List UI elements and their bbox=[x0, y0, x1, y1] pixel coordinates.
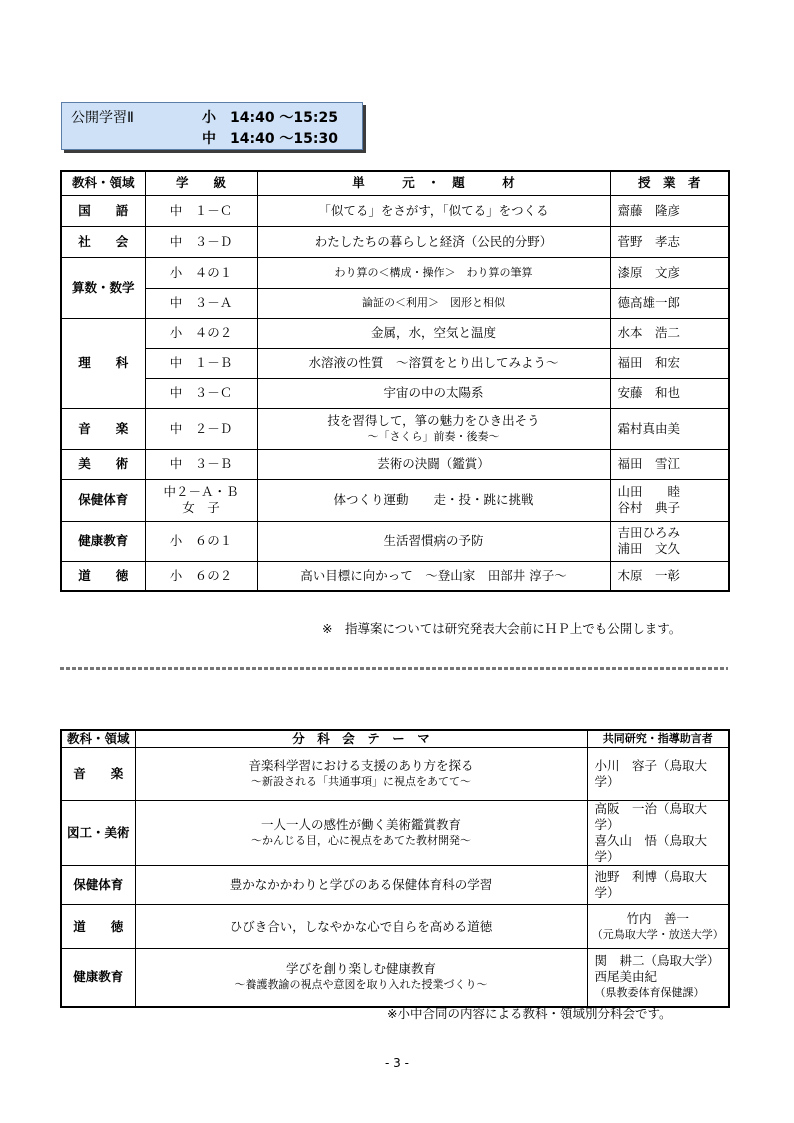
teacher-cell: 菅野 孝志 bbox=[610, 226, 729, 257]
teacher-cell: 齋藤 隆彦 bbox=[610, 195, 729, 226]
header-advisor: 共同研究・指導助言者 bbox=[587, 730, 729, 748]
theme-text: 音楽科学習における支援のあり方を探る bbox=[248, 758, 474, 773]
theme-cell: 豊かなかかわりと学びのある保健体育科の学習 bbox=[135, 866, 587, 905]
unit-cell: 水溶液の性質 ～溶質をとり出してみよう～ bbox=[257, 348, 610, 378]
class-cell: 中 ３－Ｄ bbox=[145, 226, 257, 257]
theme-cell bbox=[135, 801, 587, 866]
table-header-row bbox=[61, 730, 729, 748]
subject-cell: 理 科 bbox=[61, 318, 145, 408]
class-cell: 中 ３－Ａ bbox=[145, 288, 257, 318]
table-row bbox=[61, 866, 729, 905]
table-row bbox=[61, 408, 729, 449]
table-row bbox=[61, 257, 729, 288]
subject-cell: 音 楽 bbox=[61, 748, 135, 801]
teacher-cell: 漆原 文彦 bbox=[610, 257, 729, 288]
dashed-divider bbox=[60, 667, 728, 670]
unit-cell bbox=[257, 408, 610, 449]
advisor-affiliation: （元鳥取大学・放送大学） bbox=[591, 927, 724, 941]
unit-cell: わり算の＜構成・操作＞ わり算の筆算 bbox=[257, 257, 610, 288]
class-cell: 小 ４の２ bbox=[145, 318, 257, 348]
session-time-elementary: 小 14:40 ～15:25 bbox=[202, 110, 339, 126]
unit-text: 技を習得して，箏の魅力をひき出そう bbox=[327, 412, 540, 428]
subject-cell: 図工・美術 bbox=[61, 801, 135, 866]
class-text: 中２－Ａ・Ｂ bbox=[163, 484, 239, 499]
teacher-cell: 霜村真由美 bbox=[610, 408, 729, 449]
teacher-cell: 水本 浩二 bbox=[610, 318, 729, 348]
advisor-name: 関 耕二（鳥取大学） bbox=[594, 953, 720, 969]
subject-cell: 保健体育 bbox=[61, 866, 135, 905]
advisor-cell bbox=[587, 949, 729, 1007]
page-number: - 3 - bbox=[385, 1056, 409, 1070]
theme-text: 学びを創り楽しむ健康教育 bbox=[285, 961, 436, 977]
header-unit: 単 元 ・ 題 材 bbox=[257, 171, 610, 195]
theme-text: 一人一人の感性が働く美術鑑賞教育 bbox=[260, 817, 461, 832]
session-title: 公開学習Ⅱ bbox=[71, 110, 134, 126]
session-time-junior: 中 14:40 ～15:30 bbox=[202, 131, 339, 147]
subject-cell: 社 会 bbox=[61, 226, 145, 257]
class-subtext: 女 子 bbox=[182, 500, 220, 515]
subject-cell: 美 術 bbox=[61, 449, 145, 479]
teacher-name: 吉田ひろみ bbox=[617, 525, 681, 540]
header-theme: 分 科 会 テ ー マ bbox=[135, 730, 587, 748]
advisor-cell: 小川 容子（鳥取大学） bbox=[587, 748, 729, 801]
session-header-box bbox=[61, 102, 363, 150]
teacher-cell: 德高雄一郎 bbox=[610, 288, 729, 318]
table-row bbox=[61, 521, 729, 561]
subject-cell: 健康教育 bbox=[61, 949, 135, 1007]
teacher-cell bbox=[610, 521, 729, 561]
teacher-name: 浦田 文久 bbox=[617, 541, 681, 556]
teacher-name: 谷村 典子 bbox=[617, 500, 681, 515]
table-row bbox=[61, 949, 729, 1007]
teacher-cell: 安藤 和也 bbox=[610, 378, 729, 408]
unit-subtext: ～「さくら」前奏・後奏～ bbox=[367, 429, 500, 443]
theme-cell bbox=[135, 949, 587, 1007]
unit-cell: 高い目標に向かって ～登山家 田部井 淳子～ bbox=[257, 561, 610, 591]
unit-cell: 論証の＜利用＞ 図形と相似 bbox=[257, 288, 610, 318]
subject-cell: 健康教育 bbox=[61, 521, 145, 561]
subject-cell: 国 語 bbox=[61, 195, 145, 226]
table-row bbox=[61, 905, 729, 949]
table-row bbox=[61, 801, 729, 866]
theme-subtext: ～新設される「共通事項」に視点をあてて～ bbox=[251, 775, 471, 788]
theme-subtext: ～かんじる目，心に視点をあてた教材開発～ bbox=[251, 834, 471, 847]
subject-cell: 算数・数学 bbox=[61, 257, 145, 318]
unit-cell: 芸術の決闘（鑑賞） bbox=[257, 449, 610, 479]
teacher-cell bbox=[610, 479, 729, 521]
advisor-name: 西尾美由紀 bbox=[594, 969, 658, 985]
header-subject: 教科・領域 bbox=[61, 171, 145, 195]
table-row bbox=[61, 479, 729, 521]
class-cell: 中 ３－Ｃ bbox=[145, 378, 257, 408]
class-cell: 小 ６の２ bbox=[145, 561, 257, 591]
class-cell: 中 ２－Ｄ bbox=[145, 408, 257, 449]
class-cell: 小 ６の１ bbox=[145, 521, 257, 561]
unit-cell: 宇宙の中の太陽系 bbox=[257, 378, 610, 408]
table-row bbox=[61, 195, 729, 226]
subject-cell: 音 楽 bbox=[61, 408, 145, 449]
teacher-cell: 福田 和宏 bbox=[610, 348, 729, 378]
subject-cell: 道 徳 bbox=[61, 561, 145, 591]
teacher-cell: 木原 一彰 bbox=[610, 561, 729, 591]
table-row bbox=[61, 449, 729, 479]
unit-cell: わたしたちの暮らしと経済（公民的分野） bbox=[257, 226, 610, 257]
class-cell: 中 ３－Ｂ bbox=[145, 449, 257, 479]
table-header-row bbox=[61, 171, 729, 195]
teacher-name: 山田 睦 bbox=[617, 484, 681, 499]
header-subject: 教科・領域 bbox=[61, 730, 135, 748]
table-row bbox=[61, 378, 729, 408]
table-row bbox=[61, 318, 729, 348]
class-cell bbox=[145, 479, 257, 521]
header-teacher: 授 業 者 bbox=[610, 171, 729, 195]
subcommittee-table bbox=[60, 729, 730, 1008]
table-row bbox=[61, 561, 729, 591]
class-cell: 小 ４の１ bbox=[145, 257, 257, 288]
teacher-cell: 福田 雪江 bbox=[610, 449, 729, 479]
advisor-cell bbox=[587, 905, 729, 949]
table-row bbox=[61, 348, 729, 378]
advisor-cell bbox=[587, 801, 729, 866]
class-cell: 中 １－Ｂ bbox=[145, 348, 257, 378]
advisor-affiliation: （県教委体育保健課） bbox=[594, 986, 705, 1000]
unit-cell: 生活習慣病の予防 bbox=[257, 521, 610, 561]
header-class: 学 級 bbox=[145, 171, 257, 195]
theme-cell bbox=[135, 748, 587, 801]
note-guidance: ※ 指導案については研究発表大会前にＨＰ上でも公開します。 bbox=[322, 621, 682, 636]
class-cell: 中 １－Ｃ bbox=[145, 195, 257, 226]
theme-subtext: ～養護教諭の視点や意図を取り入れた授業づくり～ bbox=[234, 978, 488, 992]
theme-cell: ひびき合い，しなやかな心で自らを高める道徳 bbox=[135, 905, 587, 949]
advisor-name: 高阪 一治（鳥取大学） bbox=[594, 801, 708, 832]
subject-cell: 保健体育 bbox=[61, 479, 145, 521]
unit-cell: 体つくり運動 走・投・跳に挑戦 bbox=[257, 479, 610, 521]
table-row bbox=[61, 748, 729, 801]
advisor-name: 喜久山 悟（鳥取大学） bbox=[594, 833, 708, 864]
advisor-name: 竹内 善一 bbox=[626, 910, 689, 926]
unit-cell: 「似てる」をさがす，「似てる」をつくる bbox=[257, 195, 610, 226]
note-joint: ※小中合同の内容による教科・領域別分科会です。 bbox=[387, 1006, 672, 1021]
table-row bbox=[61, 226, 729, 257]
subject-cell: 道 徳 bbox=[61, 905, 135, 949]
advisor-cell: 池野 利博（鳥取大学） bbox=[587, 866, 729, 905]
unit-cell: 金属，水，空気と温度 bbox=[257, 318, 610, 348]
table-row bbox=[61, 288, 729, 318]
open-class-table bbox=[60, 170, 730, 592]
